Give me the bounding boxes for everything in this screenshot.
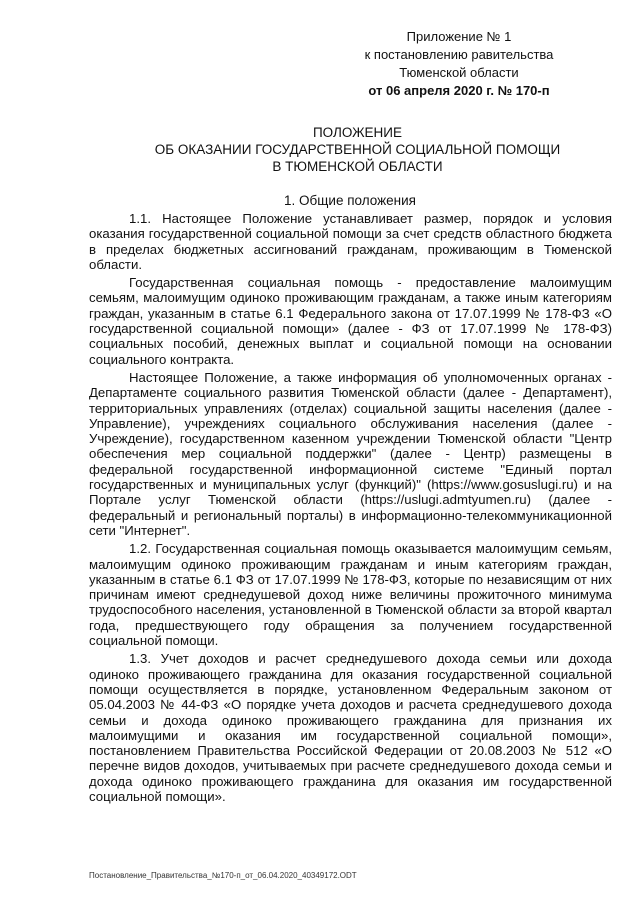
paragraph-publication: Настоящее Положение, а также информация об уполномоченных органах - Департаменте социального развития Тюменской области (далее - Департамент), территориальных управлениях (отделах) социальной защиты населения (далее - Управление), учреждениях социального обслуживания населения (далее - Учреждение), государственном казенном учреждении Тюменской области "Центр обеспечения мер социальной поддержки" (далее - Центр) размещены в федеральной государственной информационной системе "Единый портал государственных и муниципальных услуг (функций)" (https://www.gosuslugi.ru) и на Портале услуг Тюменской области (https://uslugi.admtyumen.ru) (далее - федеральный и региональный порталы) в информационно-телекоммуникационной сети "Интернет".: [89, 369, 612, 538]
title-line-2: ОБ ОКАЗАНИИ ГОСУДАРСТВЕННОЙ СОЦИАЛЬНОЙ ПОМОЩИ: [154, 142, 561, 157]
paragraph-1-3: 1.3. Учет доходов и расчет среднедушевого дохода семьи или дохода одиноко проживающего гражданина для оказания государственной социальной помощи осуществляется в порядке, установленном Федеральным законом от 05.04.2003 № 44-ФЗ «О порядке учета доходов и расчета среднедушевого дохода семьи и дохода одиноко проживающего гражданина для признания их малоимущими и оказания им государственной социальной помощи», постановлением Правительства Российской Федерации от 20.08.2003 № 512 «О перечне видов доходов, учитываемых при расчете среднедушевого дохода семьи и дохода одиноко проживающего гражданина для оказания им государственной социальной помощи».: [89, 651, 612, 804]
appendix-date: от 06 апреля 2020 г. № 170-п: [368, 83, 550, 98]
appendix-region: Тюменской области: [399, 65, 519, 80]
paragraph-definition: Государственная социальная помощь - предоставление малоимущим семьям, малоимущим одиноко проживающим гражданам, а также иным категориям граждан, указанным в статье 6.1 Федерального закона от 17.07.1999 № 178-ФЗ «О государственной социальной помощи» (далее - ФЗ от 17.07.1999 № 178-ФЗ) социальных пособий, денежных выплат и социальной помощи на основании социального контракта.: [89, 275, 612, 367]
appendix-number: Приложение № 1: [406, 29, 512, 44]
paragraph-1-2: 1.2. Государственная социальная помощь оказывается малоимущим семьям, малоимущим одиноко проживающим гражданам и иным категориям граждан, указанным в статье 6.1 ФЗ от 17.07.1999 № 178-ФЗ, которые по независящим от них причинам имеют среднедушевой доход ниже величины прожиточного минимума трудоспособного населения, установленной в Тюменской области за второй квартал года, предшествующего году обращения за получением государственной социальной помощи.: [89, 541, 612, 649]
paragraph-1-1: 1.1. Настоящее Положение устанавливает размер, порядок и условия оказания государственной социальной помощи за счет средств областного бюджета в пределах бюджетных ассигнований гражданам, проживающим в Тюменской области.: [89, 211, 612, 272]
section-heading: 1. Общие положения: [284, 193, 416, 208]
document-body: [89, 211, 612, 807]
document-title: [95, 124, 620, 175]
appendix-reference: к постановлению равительства: [364, 47, 554, 62]
appendix-header: [330, 28, 588, 100]
title-line-3: В ТЮМЕНСКОЙ ОБЛАСТИ: [272, 159, 443, 174]
title-line-1: ПОЛОЖЕНИЕ: [312, 125, 403, 140]
file-name-footer: Постановление_Правительства_№170-п_от_06.04.2020_40349172.ODT: [89, 871, 357, 880]
